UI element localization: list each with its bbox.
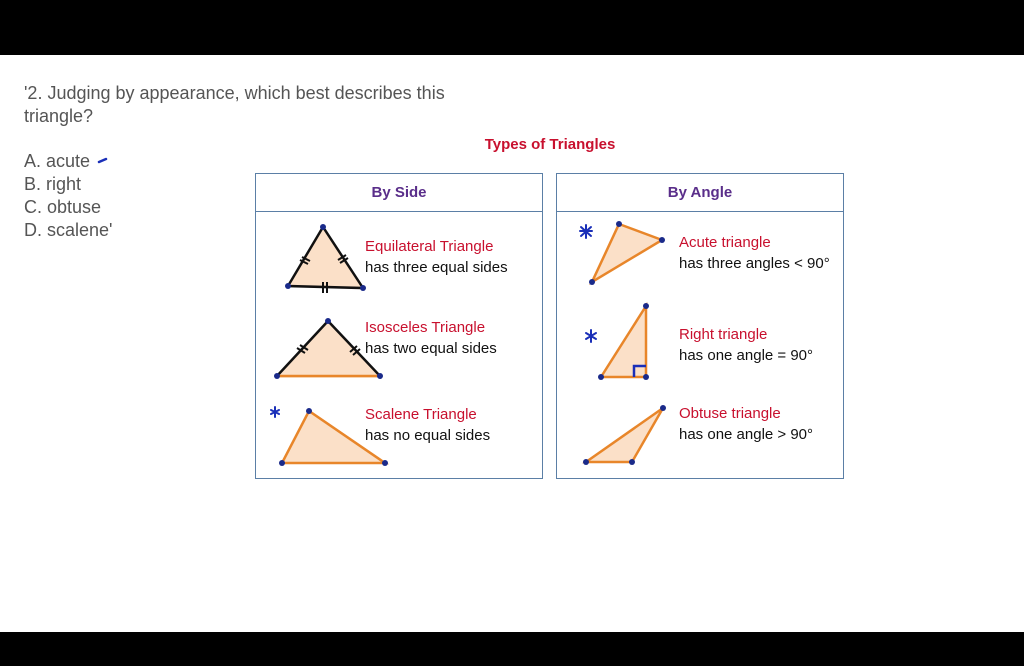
question-text: '2. Judging by appearance, which best describes this triangle? [24, 83, 445, 126]
by-side-header: By Side [256, 174, 542, 212]
obtuse-label [679, 403, 813, 445]
equilateral-title: Equilateral Triangle [365, 238, 494, 255]
scalene-desc: has no equal sides [365, 427, 491, 444]
scalene-label [365, 404, 490, 446]
equilateral-label [365, 236, 508, 278]
option-a[interactable]: A. acute [24, 151, 91, 171]
isosceles-desc: has two equal sides [365, 340, 497, 357]
page [0, 55, 1024, 632]
by-angle-header: By Angle [557, 174, 843, 212]
obtuse-desc: has one angle > 90° [679, 426, 814, 443]
equilateral-desc: has three equal sides [365, 259, 508, 276]
right-title: Right triangle [679, 326, 768, 343]
right-desc: has one angle = 90° [679, 347, 814, 364]
option-d[interactable]: D. scalene' [24, 220, 113, 240]
acute-title: Acute triangle [679, 234, 771, 251]
option-b[interactable]: B. right [24, 174, 82, 194]
option-c[interactable]: C. obtuse [24, 197, 102, 217]
triangle-diagrams [0, 55, 1024, 632]
acute-desc: has three angles < 90° [679, 255, 830, 272]
isosceles-title: Isosceles Triangle [365, 319, 486, 336]
right-label [679, 324, 813, 366]
isosceles-label [365, 317, 497, 359]
right-triangle [598, 303, 649, 380]
acute-label [679, 232, 830, 274]
figure-title: Types of Triangles [484, 136, 616, 153]
obtuse-triangle [583, 405, 666, 465]
equilateral-triangle [285, 224, 366, 293]
obtuse-title: Obtuse triangle [679, 405, 781, 422]
scalene-title: Scalene Triangle [365, 406, 477, 423]
acute-triangle [589, 221, 665, 285]
